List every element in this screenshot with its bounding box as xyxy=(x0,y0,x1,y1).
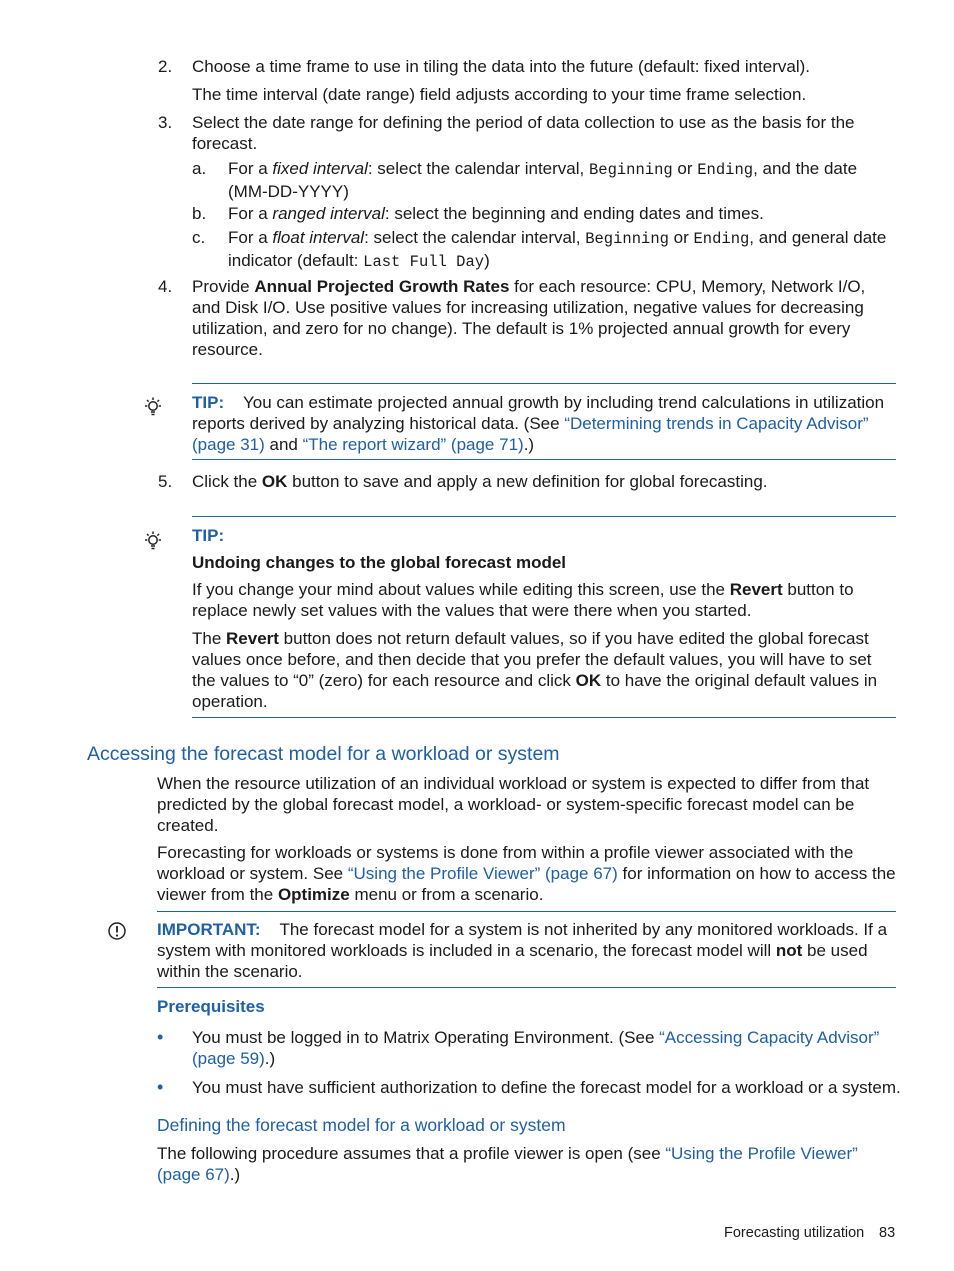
tip-label: TIP: xyxy=(192,393,225,412)
step-number: 2. xyxy=(158,57,173,76)
link-accessing-capacity-advisor[interactable]: “Accessing Capacity Advisor” (page 59) xyxy=(192,1028,880,1068)
link-report-wizard[interactable]: “The report wizard” (page 71) xyxy=(302,435,524,454)
section-heading: Accessing the forecast model for a workload or system xyxy=(87,743,560,765)
tip-label: TIP: xyxy=(192,526,225,545)
list-item: You must have sufficient authorization to define the forecast model for a workload or a system. xyxy=(192,1078,901,1097)
step-number: 3. xyxy=(158,113,173,132)
prerequisites-heading: Prerequisites xyxy=(157,997,265,1016)
section-paragraph: Forecasting for workloads or systems is done from within a profile viewer associated with the workload or system. See “Using the Profile Viewer” (page 67) for information on how to access the viewer from the Optimize menu or from a scenario. xyxy=(157,843,896,904)
tip-top-rule xyxy=(192,383,896,384)
step-text: Select the date range for defining the period of data collection to use as the basis for the forecast. xyxy=(192,113,855,153)
tip-paragraph: The Revert button does not return default values, so if you have edited the global forecast values once before, and then decide that you prefer the default values, you will have to set the values to “0” (zero) for each resource and click OK to have the original default values in operation. xyxy=(192,629,878,711)
tip-bottom-rule xyxy=(192,459,896,460)
subsection-paragraph: The following procedure assumes that a profile viewer is open (see “Using the Profile Viewer” (page 67).) xyxy=(157,1144,858,1184)
tip-bottom-rule xyxy=(192,717,896,718)
important-top-rule xyxy=(157,911,896,912)
substep-letter: a. xyxy=(192,159,207,178)
link-profile-viewer[interactable]: “Using the Profile Viewer” (page 67) xyxy=(347,864,618,883)
important-bottom-rule xyxy=(157,987,896,988)
substep-text: For a fixed interval: select the calendar interval, Beginning or Ending, and the date (MM-DD-YYYY) xyxy=(228,159,858,201)
step-number: 4. xyxy=(158,277,173,296)
bullet-icon: • xyxy=(157,1027,164,1047)
footer-label: Forecasting utilization xyxy=(724,1225,865,1241)
substep-text: For a ranged interval: select the beginning and ending dates and times. xyxy=(228,204,764,223)
list-item: You must be logged in to Matrix Operating Environment. (See “Accessing Capacity Advisor” (page 59).) xyxy=(192,1028,880,1068)
substep-letter: c. xyxy=(192,228,206,247)
step-text: Click the OK button to save and apply a new definition for global forecasting. xyxy=(192,472,768,491)
subsection-heading: Defining the forecast model for a workload or system xyxy=(157,1115,566,1135)
tip-paragraph: If you change your mind about values while editing this screen, use the Revert button to replace newly set values with the values that were there when you started. xyxy=(192,580,854,620)
tip-top-rule xyxy=(192,516,896,517)
tip-heading: Undoing changes to the global forecast model xyxy=(192,553,567,572)
tip-text: TIP: You can estimate projected annual growth by including trend calculations in utilization reports derived by analyzing historical data. (See “Determining trends in Capacity Advisor” (page 31) and “The report wizard” (page 71).) xyxy=(192,393,885,454)
substep-letter: b. xyxy=(192,204,207,223)
page-number: 83 xyxy=(879,1225,896,1241)
step-text: Provide Annual Projected Growth Rates for each resource: CPU, Memory, Network I/O, and Disk I/O. Use positive values for increasing utilization, negative values for decreasing utilization, and zero for no change). The default is 1% projected annual growth for every resource. xyxy=(192,277,866,359)
important-icon xyxy=(106,920,128,942)
step-note: The time interval (date range) field adjusts according to your time frame selection. xyxy=(192,85,807,104)
lightbulb-icon xyxy=(142,396,164,418)
link-determining-trends[interactable]: “Determining trends in Capacity Advisor” (page 31) xyxy=(192,414,869,454)
step-text: Choose a time frame to use in tiling the data into the future (default: fixed interval). xyxy=(192,57,811,76)
section-paragraph: When the resource utilization of an individual workload or system is expected to differ from that predicted by the global forecast model, a workload- or system-specific forecast model can be created. xyxy=(157,774,870,835)
substep-text: For a float interval: select the calendar interval, Beginning or Ending, and general date indicator (default: Last Full Day) xyxy=(228,228,887,271)
step-number: 5. xyxy=(158,472,173,491)
bullet-icon: • xyxy=(157,1077,164,1097)
link-profile-viewer[interactable]: “Using the Profile Viewer” (page 67) xyxy=(157,1144,858,1184)
important-label: IMPORTANT: xyxy=(157,920,261,939)
lightbulb-icon xyxy=(142,530,164,552)
important-text: IMPORTANT: The forecast model for a system is not inherited by any monitored workloads. If a system with monitored workloads is included in a scenario, the forecast model will not be used within the scenario. xyxy=(157,920,888,981)
